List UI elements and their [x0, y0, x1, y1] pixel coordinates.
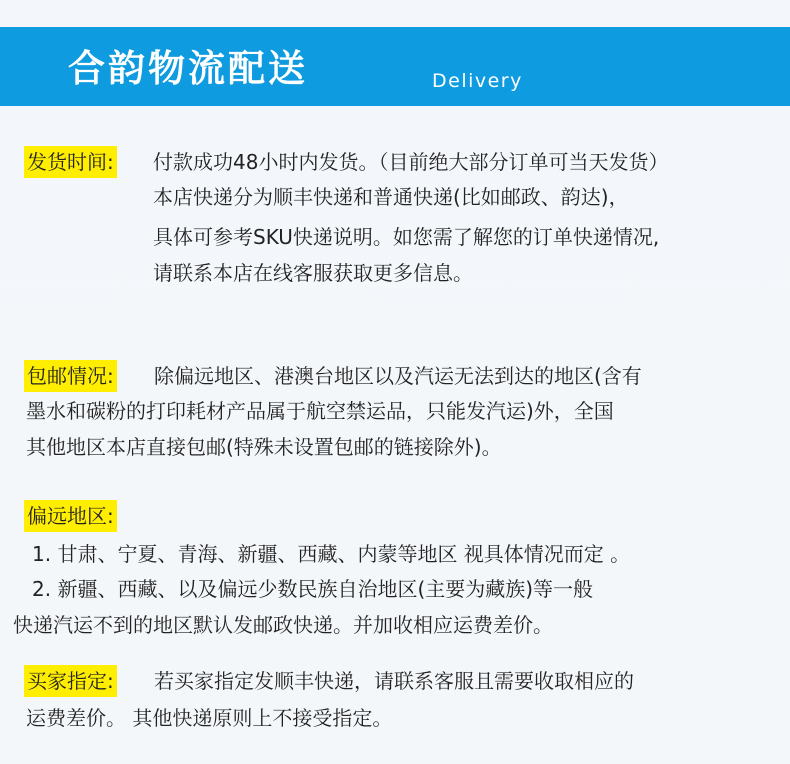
free-shipping-text-1: 除偏远地区、港澳台地区以及汽运无法到达的地区(含有 — [154, 364, 642, 388]
buyer-designation-text-2: 运费差价。 其他快递原则上不接受指定。 — [26, 706, 393, 730]
shipping-time-text-1: 付款成功48小时内发货。（目前绝大部分订单可当天发货） — [153, 150, 669, 174]
page-title: 合韵物流配送 — [68, 47, 308, 90]
remote-areas-text-2: 2. 新疆、西藏、以及偏远少数民族自治地区(主要为藏族)等一般 — [32, 577, 594, 601]
remote-areas-label: 偏远地区: — [24, 500, 117, 532]
free-shipping-text-3: 其他地区本店直接包邮(特殊未设置包邮的链接除外)。 — [26, 435, 502, 459]
buyer-designation-text-1: 若买家指定发顺丰快递，请联系客服且需要收取相应的 — [154, 669, 634, 693]
shipping-time-text-3: 具体可参考SKU快递说明。如您需了解您的订单快递情况, — [153, 225, 660, 249]
shipping-time-label: 发货时间: — [24, 146, 117, 178]
remote-areas-text-1: 1. 甘肃、宁夏、青海、新疆、西藏、内蒙等地区 视具体情况而定 。 — [32, 542, 631, 566]
shipping-time-text-2: 本店快递分为顺丰快递和普通快递(比如邮政、韵达)， — [153, 185, 629, 209]
free-shipping-text-2: 墨水和碳粉的打印耗材产品属于航空禁运品，只能发汽运)外，全国 — [26, 399, 614, 423]
page-subtitle: Delivery — [432, 70, 523, 92]
free-shipping-label: 包邮情况: — [24, 360, 117, 392]
shipping-time-text-4: 请联系本店在线客服获取更多信息。 — [153, 261, 473, 285]
buyer-designation-label: 买家指定: — [24, 665, 117, 697]
remote-areas-text-3: 快递汽运不到的地区默认发邮政快递。并加收相应运费差价。 — [13, 613, 553, 637]
